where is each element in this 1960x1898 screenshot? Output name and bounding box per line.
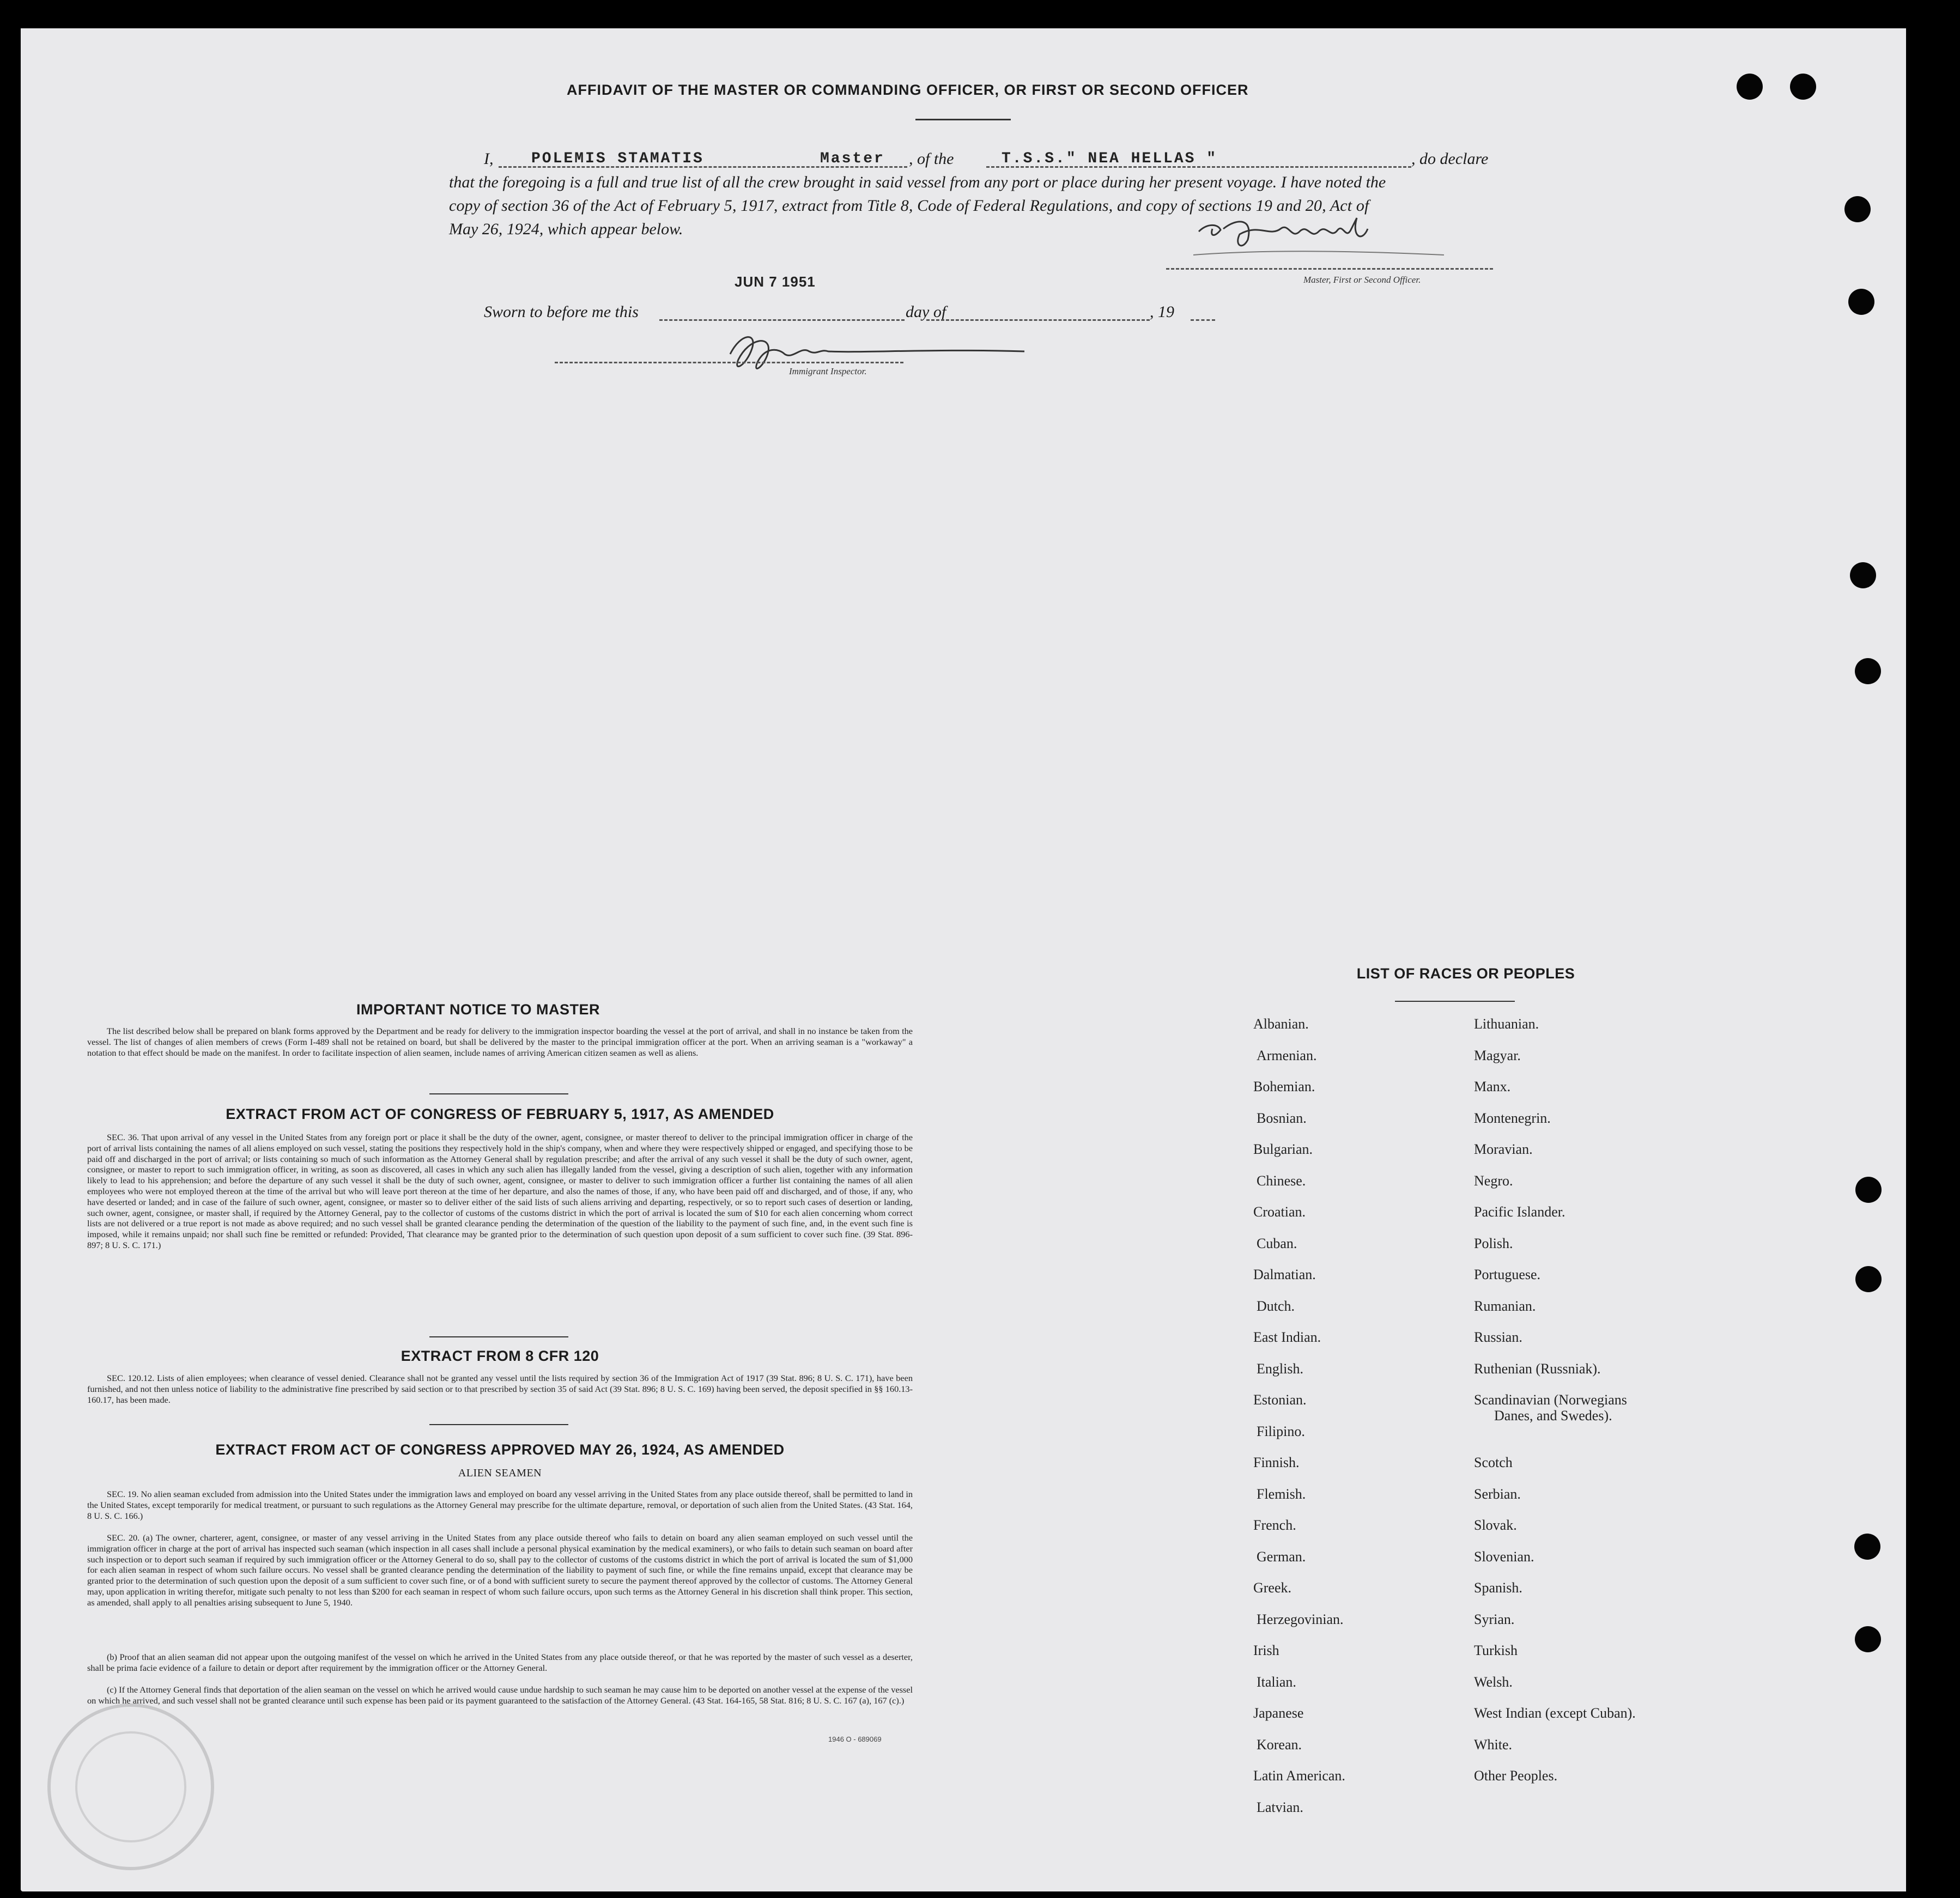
affidavit-line1-prefix: I, xyxy=(484,150,494,168)
title-underline xyxy=(915,119,1011,120)
extract-1917-text: SEC. 36. That upon arrival of any vessel in the United States from any foreign port or place it shall be the duty of the owner, agent, consignee, or master thereof to deliver to the principal immigration officer in charge of the port of arrival lists containing the names of all aliens employed on such vessel, stating the positions they respectively hold in the ship's company, when and where they were respectively shipped or engaged, and specifying those to be paid off and discharged in the port of arrival; or lists containing so much of such information as the Attorney General shall by regulation prescribe; and after the arrival of any such vessel it shall be the duty of such owner, agent, consignee, or master to report to such immigration officer, in writing, as soon as discovered, all cases in which any such alien has illegally landed from the vessel, giving a description of such alien, together with any information likely to lead to his apprehension; and before the departure of any such vessel it shall be the duty of such owner, agent, consignee, or master to deliver to such immigration officer a further list containing the names of all alien employees who were not employed thereon at the time of the arrival but who will leave port thereon at the time of her departure, and also the names of those, if any, who have been paid off and discharged, and of those, if any, who have deserted or landed; and in case of the failure of such owner, agent, consignee, or master so to deliver either of the said lists of such aliens arriving and departing, respectively, or so to report such cases of desertion or landing, such owner, agent, consignee, or master shall, if required by the Attorney General, pay to the collector of customs of the customs district in which the port of arrival is located the sum of $10 for each alien concerning whom correct lists are not delivered or a true report is not made as above required; and no such vessel shall be granted clearance pending the determination of the question of the liability to the payment of such fine, and, in the event such fine is imposed, while it remains unpaid; nor shall such fine be remitted or refunded: Provided, That clearance may be granted prior to the determination of such question upon deposit of a sum sufficient to cover such fine. (39 Stat. 896-897; 8 U. S. C. 171.) xyxy=(87,1132,913,1250)
affidavit-line3: copy of section 36 of the Act of February 5, 1917, extract from Title 8, Code of Federal Regulations, and copy of sections 19 and 20, Act of xyxy=(449,197,1369,215)
race-item: Other Peoples. xyxy=(1474,1768,1558,1784)
race-item: Finnish. xyxy=(1253,1455,1300,1470)
race-item: Dalmatian. xyxy=(1253,1267,1316,1282)
vessel-name: T.S.S." NEA HELLAS " xyxy=(1002,150,1218,167)
master-signature-label: Master, First or Second Officer. xyxy=(1303,275,1421,285)
master-name: POLEMIS STAMATIS xyxy=(531,150,704,167)
binder-hole xyxy=(1737,74,1763,100)
race-item: Greek. xyxy=(1253,1580,1292,1596)
race-item: Filipino. xyxy=(1257,1423,1305,1439)
races-divider xyxy=(1395,1001,1515,1002)
race-item: Estonian. xyxy=(1253,1392,1307,1408)
race-item: Latin American. xyxy=(1253,1768,1345,1784)
race-item: Cuban. xyxy=(1257,1235,1297,1251)
master-signature xyxy=(1188,207,1449,267)
extract-1917-divider xyxy=(429,1336,568,1337)
binder-hole xyxy=(1855,1266,1882,1292)
race-item: Croatian. xyxy=(1253,1204,1306,1220)
race-item: German. xyxy=(1257,1548,1306,1565)
race-item: Dutch. xyxy=(1257,1298,1295,1314)
binder-hole xyxy=(1848,289,1874,315)
race-item: Portuguese. xyxy=(1474,1267,1541,1282)
binder-hole xyxy=(1855,658,1881,684)
extract-cfr-heading: EXTRACT FROM 8 CFR 120 xyxy=(401,1348,599,1364)
race-item: Welsh. xyxy=(1474,1674,1513,1690)
race-item: Polish. xyxy=(1474,1235,1513,1251)
race-item: Bulgarian. xyxy=(1253,1141,1313,1157)
race-item: Herzegovinian. xyxy=(1257,1611,1344,1627)
inspector-label: Immigrant Inspector. xyxy=(789,366,867,376)
extract-1917-heading: EXTRACT FROM ACT OF CONGRESS OF FEBRUARY 5, 1917, AS AMENDED xyxy=(226,1106,774,1122)
sec20c-text: (c) If the Attorney General finds that deportation of the alien seaman on the vessel on which he arrived would cause undue hardship to such seaman he may cause him to be deported on another vessel at the expense of the vessel on which he arrived, and such vessel shall not be granted clearance until such expense has been paid or its payment guaranteed to the satisfaction of the Attorney General. (43 Stat. 164-165, 58 Stat. 816; 8 U. S. C. 167 (a), 167 (c).) xyxy=(87,1684,913,1706)
binder-hole xyxy=(1844,196,1871,222)
extract-1924-heading: EXTRACT FROM ACT OF CONGRESS APPROVED MAY 26, 1924, AS AMENDED xyxy=(215,1441,785,1458)
binder-hole xyxy=(1855,1177,1882,1203)
race-item: Russian. xyxy=(1474,1329,1522,1345)
race-item: Scandinavian (Norwegians xyxy=(1474,1392,1627,1408)
print-code: 1946 O - 689069 xyxy=(828,1735,882,1743)
race-item: Italian. xyxy=(1257,1674,1296,1690)
sworn-date-stamp: JUN 7 1951 xyxy=(735,273,816,290)
affidavit-line2: that the foregoing is a full and true list of all the crew brought in said vessel from any port or place during her present voyage. I have noted the xyxy=(449,173,1386,191)
race-item: French. xyxy=(1253,1517,1296,1533)
race-item: Korean. xyxy=(1257,1736,1302,1753)
race-item: East Indian. xyxy=(1253,1329,1321,1345)
master-signature-line xyxy=(1166,268,1493,270)
binder-hole xyxy=(1790,74,1816,100)
race-item: Serbian. xyxy=(1474,1486,1521,1502)
race-item: English. xyxy=(1257,1360,1303,1377)
race-item: Bosnian. xyxy=(1257,1110,1307,1126)
race-item: Chinese. xyxy=(1257,1172,1306,1189)
extract-cfr-text: SEC. 120.12. Lists of alien employees; when clearance of vessel denied. Clearance shall not be granted any vessel until the lists required by section 36 of the Immigration Act of 1917 (39 Stat. 896; 8 U. S. C. 171), have been furnished, and not then unless notice of liability to the administrative fine prescribed by said section or to that prescribed by section 35 of said Act (39 Stat. 896; 8 U. S. C. 169) having been served, the deposit specified in §§ 160.13-160.17, has been made. xyxy=(87,1373,913,1405)
race-item: Spanish. xyxy=(1474,1580,1522,1596)
sworn-year-prefix: , 19 xyxy=(1150,303,1174,321)
inspector-signature-line xyxy=(555,362,903,363)
race-item: Bohemian. xyxy=(1253,1079,1315,1094)
race-item: Slovak. xyxy=(1474,1517,1517,1533)
race-item: Armenian. xyxy=(1257,1047,1317,1063)
extract-1924-subheading: ALIEN SEAMEN xyxy=(458,1467,542,1479)
race-item: Flemish. xyxy=(1257,1486,1306,1502)
affidavit-line4: May 26, 1924, which appear below. xyxy=(449,220,683,238)
race-item: Manx. xyxy=(1474,1079,1511,1094)
seal-stamp xyxy=(33,1689,229,1885)
races-heading: LIST OF RACES OR PEOPLES xyxy=(1356,965,1575,982)
notice-divider xyxy=(429,1093,568,1094)
race-item: Pacific Islander. xyxy=(1474,1204,1565,1220)
race-item: Irish xyxy=(1253,1642,1279,1658)
binder-hole xyxy=(1850,562,1876,588)
sworn-day-of: day of xyxy=(906,303,946,321)
sec20b-text: (b) Proof that an alien seaman did not appear upon the outgoing manifest of the vessel on which he arrived in the United States from any place outside thereof, or that he was reported by the master of such vessel as a deserter, shall be prima facie evidence of a failure to detain or deport after requirement by the immigration officer or the Attorney General. xyxy=(87,1652,913,1673)
notice-text: The list described below shall be prepared on blank forms approved by the Department and be ready for delivery to the immigration inspector boarding the vessel at the port of arrival, and shall in no instance be taken from the vessel. The list of changes of alien members of crews (Form I-489 shall not be retained on board, but shall be delivered by the master to the principal immigration officer at the port. When an arriving seaman is a "workaway" a notation to that effect should be made on the manifest. In order to facilitate inspection of alien seamen, include names of arriving American citizen seamen as well as aliens. xyxy=(87,1026,913,1058)
race-item: Japanese xyxy=(1253,1705,1304,1721)
race-item: Albanian. xyxy=(1253,1016,1309,1032)
race-item: Rumanian. xyxy=(1474,1298,1536,1314)
document-page xyxy=(21,28,1906,1891)
master-rank: Master xyxy=(820,150,885,167)
sec19-text: SEC. 19. No alien seaman excluded from admission into the United States under the immigration laws and employed on board any vessel arriving in the United States from any place outside thereof, shall be permitted to land in the United States, except temporarily for medical treatment, or pursuant to such regulations as the Attorney General may prescribe for the ultimate departure, removal, or deportation of such alien from the United States. (43 Stat. 164, 8 U. S. C. 166.) xyxy=(87,1489,913,1521)
race-item: Ruthenian (Russniak). xyxy=(1474,1360,1601,1377)
race-item: Moravian. xyxy=(1474,1141,1533,1157)
inspector-signature xyxy=(719,321,1046,381)
race-item: White. xyxy=(1474,1736,1513,1753)
race-item: Scotch xyxy=(1474,1455,1513,1470)
affidavit-title: AFFIDAVIT OF THE MASTER OR COMMANDING OFFICER, OR FIRST OR SECOND OFFICER xyxy=(567,82,1249,98)
sworn-text: Sworn to before me this xyxy=(484,303,639,321)
affidavit-do-declare: , do declare xyxy=(1411,150,1489,168)
race-item: Magyar. xyxy=(1474,1047,1521,1063)
race-item: West Indian (except Cuban). xyxy=(1474,1705,1636,1721)
race-item: Negro. xyxy=(1474,1172,1513,1189)
race-item: Slovenian. xyxy=(1474,1548,1534,1565)
race-item: Latvian. xyxy=(1257,1799,1303,1815)
sworn-month-blank xyxy=(926,319,1150,321)
race-item: Montenegrin. xyxy=(1474,1110,1551,1126)
notice-heading: IMPORTANT NOTICE TO MASTER xyxy=(356,1001,600,1018)
sworn-year-blank xyxy=(1191,319,1215,321)
sec20a-text: SEC. 20. (a) The owner, charterer, agent, consignee, or master of any vessel arriving in the United States from any place outside thereof who fails to detain on board any alien seaman employed on such vessel until the immigration officer in charge at the port of arrival has inspected such seaman (which inspection in all cases shall include a personal physical examination by the medical examiners), or who fails to detain such seaman on board after such inspection or to deport such seaman if required by such immigration officer or the Attorney General to do so, shall pay to the collector of customs of the customs district in which the port of arrival is located the sum of $1,000 for each alien seaman in respect of whom such failure occurs. No vessel shall be granted clearance pending the determination of the liability to payment of such fine, or while the fine remains unpaid, except that clearance may be granted prior to the determination of such question upon the deposit of a sum sufficient to cover such fine, or of a bond with sufficient surety to secure the payment thereof approved by the collector of customs. The Attorney General may, upon application in writing therefor, mitigate such penalty to not less than $200 for each seaman in respect of whom such failure occurs, upon such terms as the Attorney General in his discretion shall think proper. This section, as amended, shall apply to all penalties arising subsequent to June 5, 1940. xyxy=(87,1532,913,1608)
race-item: Syrian. xyxy=(1474,1611,1515,1627)
binder-hole xyxy=(1854,1534,1880,1560)
binder-hole xyxy=(1855,1626,1881,1652)
affidavit-of-the: , of the xyxy=(909,150,954,168)
sworn-day-blank xyxy=(659,319,905,321)
race-item: Danes, and Swedes). xyxy=(1494,1408,1612,1424)
race-item: Lithuanian. xyxy=(1474,1016,1539,1032)
extract-cfr-divider xyxy=(429,1424,568,1425)
race-item: Turkish xyxy=(1474,1642,1518,1658)
